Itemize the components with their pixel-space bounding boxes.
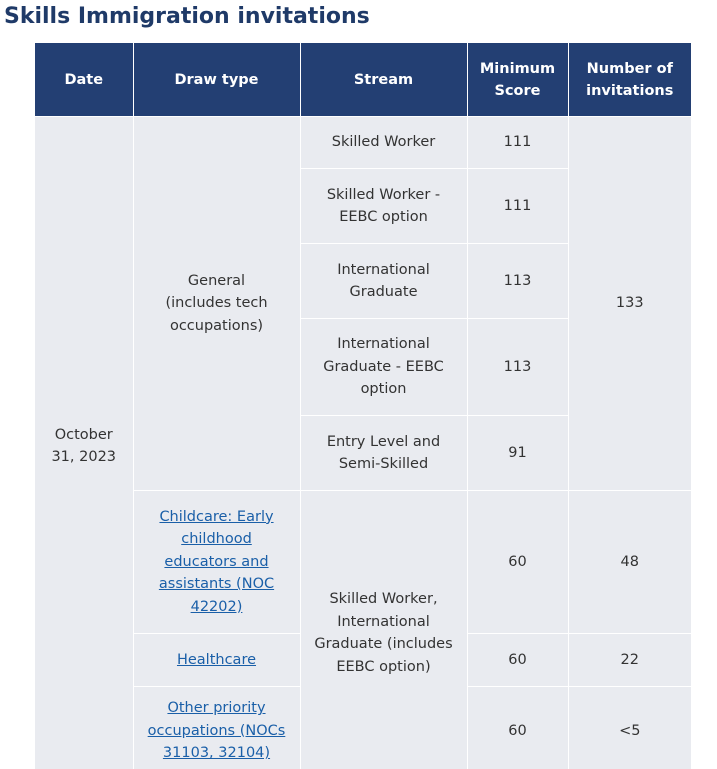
minimum-score-cell: 60 (467, 491, 568, 634)
column-header-date: Date (35, 43, 133, 117)
draw-type-cell (133, 687, 300, 769)
stream-cell: Skilled Worker - EEBC option (300, 169, 467, 244)
draw-type-cell (133, 634, 300, 687)
column-header-stream: Stream (300, 43, 467, 117)
invitations-general-cell: 133 (568, 117, 691, 491)
stream-cell: Entry Level and Semi-Skilled (300, 416, 467, 491)
childcare-draw-link[interactable]: Childcare: Early childhood educators and assistants (NOC 42202) (158, 508, 275, 615)
minimum-score-cell: 91 (467, 416, 568, 491)
minimum-score-cell: 113 (467, 319, 568, 416)
stream-cell: International Graduate (300, 244, 467, 319)
column-header-draw-type: Draw type (133, 43, 300, 117)
minimum-score-cell: 111 (467, 117, 568, 169)
minimum-score-cell: 111 (467, 169, 568, 244)
draw-type-cell (133, 491, 300, 634)
healthcare-draw-link[interactable]: Healthcare (176, 651, 257, 668)
stream-cell: Skilled Worker (300, 117, 467, 169)
table-row (35, 491, 691, 634)
column-header-minimum-score: Minimum Score (467, 43, 568, 117)
minimum-score-cell: 113 (467, 244, 568, 319)
invitations-cell: 48 (568, 491, 691, 634)
column-header-number-of-invitations: Number of invitations (568, 43, 691, 117)
invitations-table (35, 43, 691, 769)
draw-type-general-cell: General (includes tech occupations) (133, 117, 300, 491)
invitations-cell: <5 (568, 687, 691, 769)
table-header-row (35, 43, 691, 117)
draw-date-cell: October 31, 2023 (35, 117, 133, 769)
minimum-score-cell: 60 (467, 634, 568, 687)
page-title: Skills Immigration invitations (4, 4, 370, 29)
table-row (35, 117, 691, 169)
stream-cell: International Graduate - EEBC option (300, 319, 467, 416)
invitations-cell: 22 (568, 634, 691, 687)
other-priority-occupations-draw-link[interactable]: Other priority occupations (NOCs 31103, 32104) (147, 700, 286, 762)
minimum-score-cell: 60 (467, 687, 568, 769)
targeted-stream-cell: Skilled Worker, International Graduate (includes EEBC option) (300, 491, 467, 769)
